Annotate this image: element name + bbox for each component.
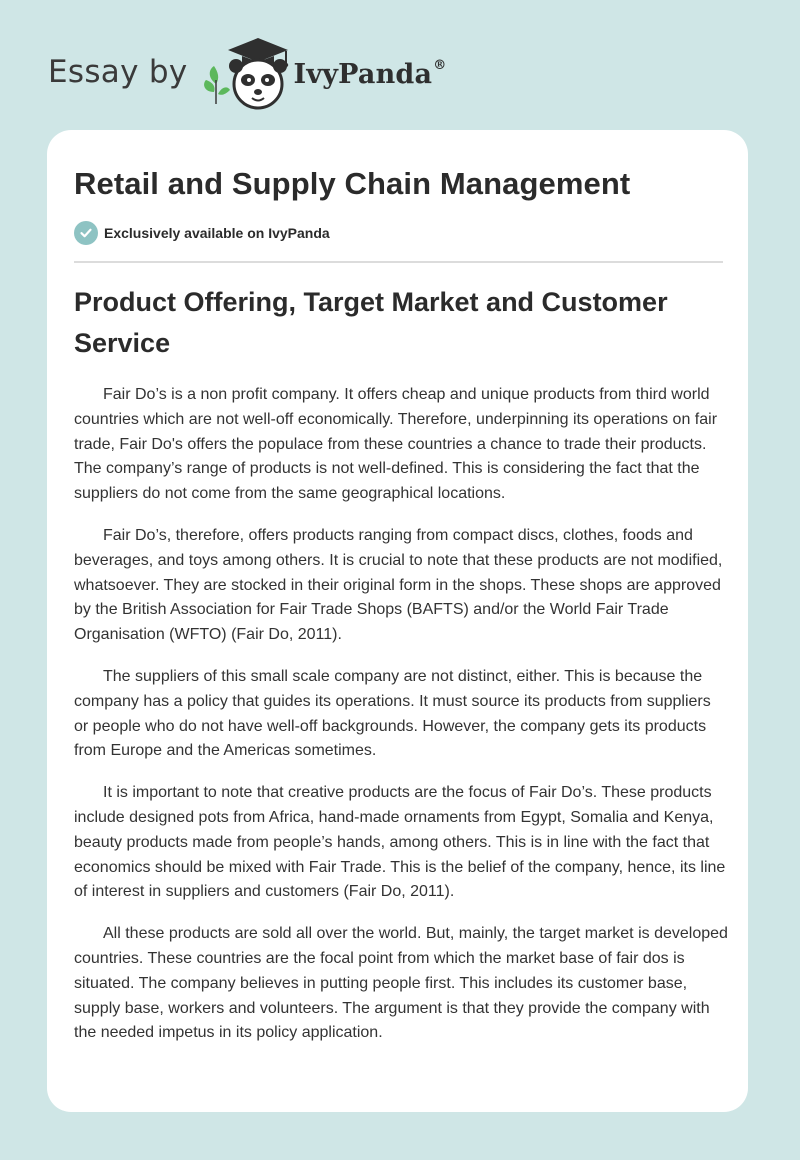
brand-prefix: Essay by — [48, 54, 188, 90]
page-title: Retail and Supply Chain Management — [74, 166, 631, 201]
paragraph: It is important to note that creative products are the focus of Fair Do’s. These products include designed pots from Africa, hand-made ornaments from Egypt, Somalia and Kenya, beauty products made from people’s hands, among others. This is in line with the fact that economics should be mixed with Fair Trade. This is the belief of the company, hence, its line of interest in suppliers and customers (Fair Do, 2011). — [74, 784, 726, 901]
paragraph: All these products are sold all over the world. But, mainly, the target market is developed countries. These countries are the focal point from which the market base of fair dos is situated. The company believes in putting people first. This includes its customer base, supply base, workers and volunteers. The argument is that they provide the company with the needed impetus in its policy application. — [74, 925, 728, 1042]
brand-header — [48, 32, 446, 112]
panda-graduate-logo-icon — [202, 32, 294, 112]
brand-name: IvyPanda® — [293, 57, 447, 90]
divider — [74, 261, 723, 263]
section-heading: Product Offering, Target Market and Customer Service — [74, 287, 668, 358]
exclusive-label: Exclusively available on IvyPanda — [104, 225, 330, 241]
essay-card — [47, 130, 748, 1112]
registered-mark: ® — [433, 57, 447, 73]
paragraph: Fair Do’s, therefore, offers products ranging from compact discs, clothes, foods and beverages, and toys among others. It is crucial to note that these products are not modified, whatsoever. They are stocked in their original form in the shops. These shops are approved by the British Association for Fair Trade Shops (BAFTS) and/or the World Fair Trade Organisation (WFTO) (Fair Do, 2011). — [74, 526, 723, 644]
paragraph: Fair Do’s is a non profit company. It offers cheap and unique products from third world countries which are not well-off economically. Therefore, underpinning its operations on fair trade, Fair Do's offers the populace from these countries a chance to trade their products. The company’s range of products is not well-defined. This is considering the fact that the suppliers do not come from the same geographical locations. — [74, 386, 718, 503]
exclusive-badge — [74, 221, 330, 245]
paragraph: The suppliers of this small scale company are not distinct, either. This is because the company has a policy that guides its operations. It must source its products from suppliers or people who do not have well-off backgrounds. However, the company gets its products from Europe and the Americas sometimes. — [74, 667, 711, 760]
check-circle-icon — [74, 221, 98, 245]
essay-body — [74, 383, 729, 1063]
ivy-leaf-icon — [204, 66, 230, 104]
